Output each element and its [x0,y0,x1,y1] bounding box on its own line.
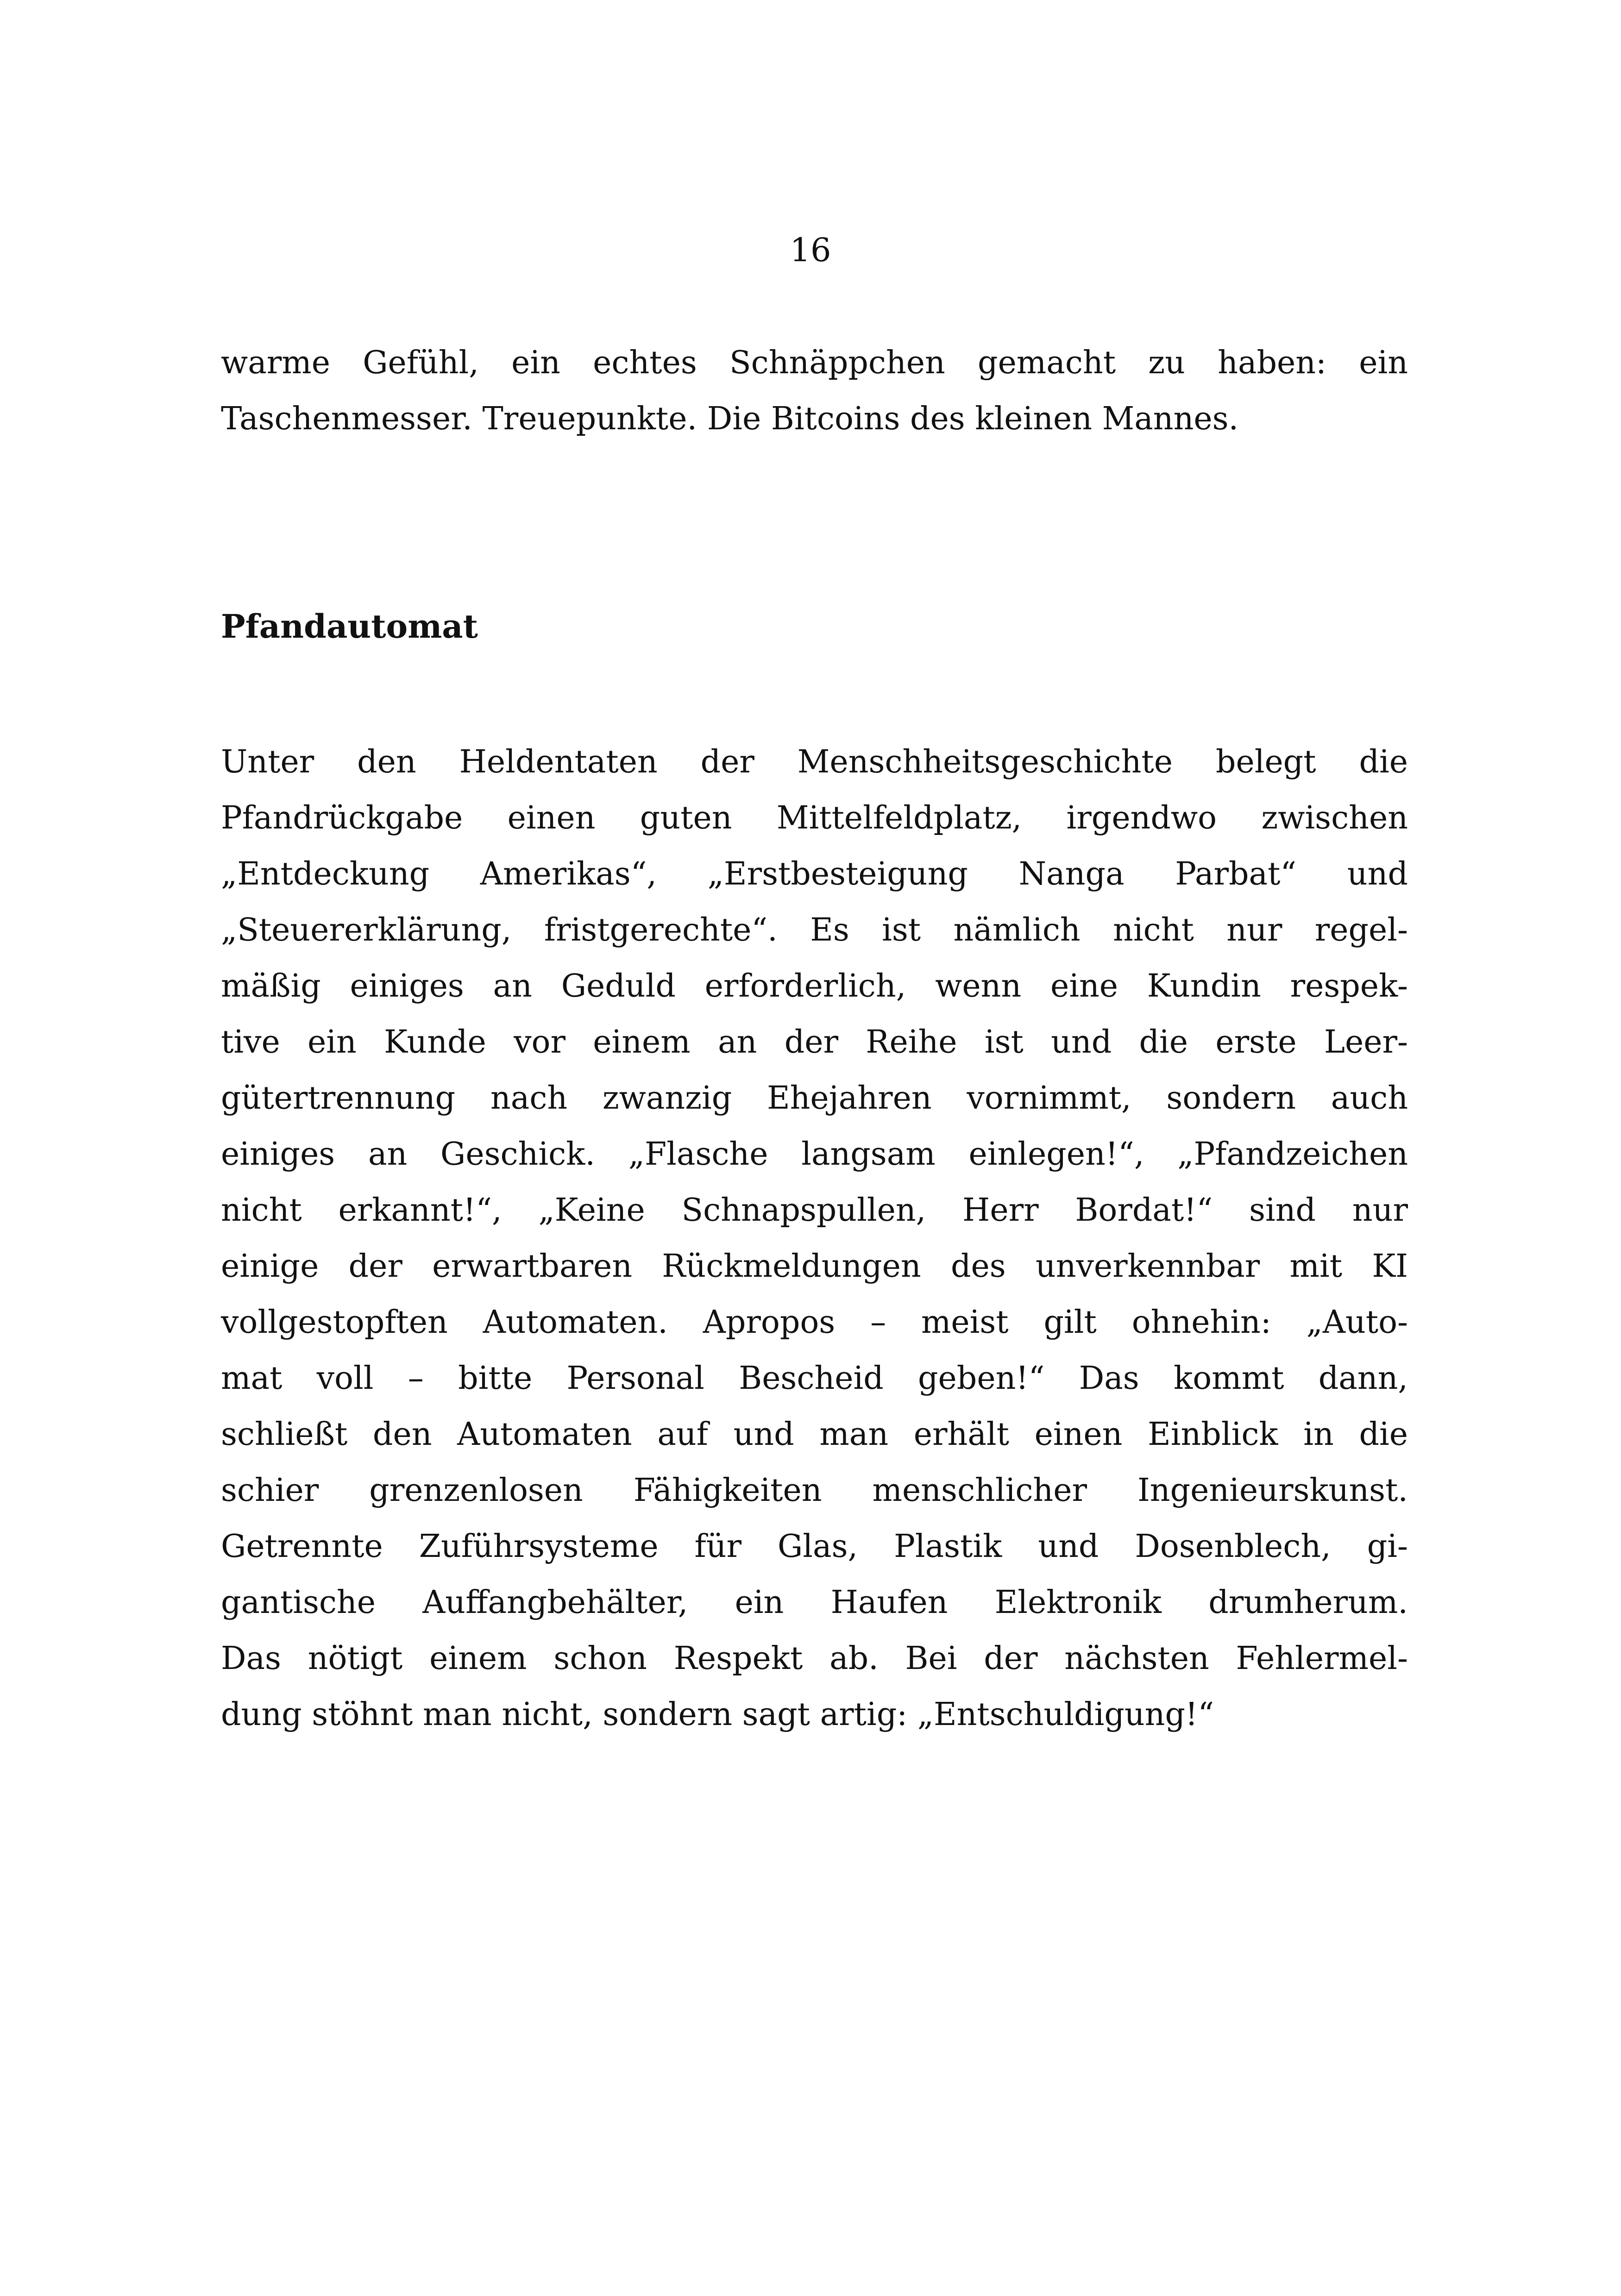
text-line: einiges an Geschick. „Flasche langsam einlegen!“, „Pfandzeichen [221,1136,1408,1173]
text-line: vollgestopften Automaten. Apropos – meist gilt ohnehin: „Auto- [221,1304,1408,1341]
text-line: warme Gefühl, ein echtes Schnäppchen gemacht zu haben: ein [221,345,1408,381]
text-line: einige der erwartbaren Rückmeldungen des unverkennbar mit KI [221,1248,1408,1285]
text-line: gütertrennung nach zwanzig Ehejahren vornimmt, sondern auch [221,1080,1408,1117]
text-line: dung stöhnt man nicht, sondern sagt artig: „Entschuldigung!“ [221,1696,1214,1733]
text-line: schier grenzenlosen Fähigkeiten menschlicher Ingenieurskunst. [221,1472,1408,1509]
intro-paragraph [221,335,1408,447]
body-paragraph [221,734,1408,1743]
text-line: nicht erkannt!“, „Keine Schnapspullen, Herr Bordat!“ sind nur [221,1192,1408,1229]
text-line: Das nötigt einem schon Respekt ab. Bei der nächsten Fehlermel- [221,1640,1408,1677]
text-line: „Entdeckung Amerikas“, „Erstbesteigung Nanga Parbat“ und [221,856,1408,892]
section-heading: Pfandautomat [221,607,478,646]
text-line: „Steuererklärung, fristgerechte“. Es ist nämlich nicht nur regel- [221,912,1408,948]
text-line: mäßig einiges an Geduld erforderlich, wenn eine Kundin respek- [221,968,1408,1004]
text-line: mat voll – bitte Personal Bescheid geben!“ Das kommt dann, [221,1360,1408,1397]
page-number: 16 [790,231,831,269]
text-line: gantische Auffangbehälter, ein Haufen Elektronik drumherum. [221,1584,1408,1621]
text-line: schließt den Automaten auf und man erhält einen Einblick in die [221,1416,1408,1453]
text-line: Getrennte Zuführsysteme für Glas, Plastik und Dosenblech, gi- [221,1528,1408,1565]
text-line: tive ein Kunde vor einem an der Reihe ist und die erste Leer- [221,1024,1408,1060]
text-line: Unter den Heldentaten der Menschheitsgeschichte belegt die [221,744,1408,780]
text-line: Taschenmesser. Treuepunkte. Die Bitcoins des kleinen Mannes. [221,401,1239,437]
text-line: Pfandrückgabe einen guten Mittelfeldplatz, irgendwo zwischen [221,800,1408,836]
